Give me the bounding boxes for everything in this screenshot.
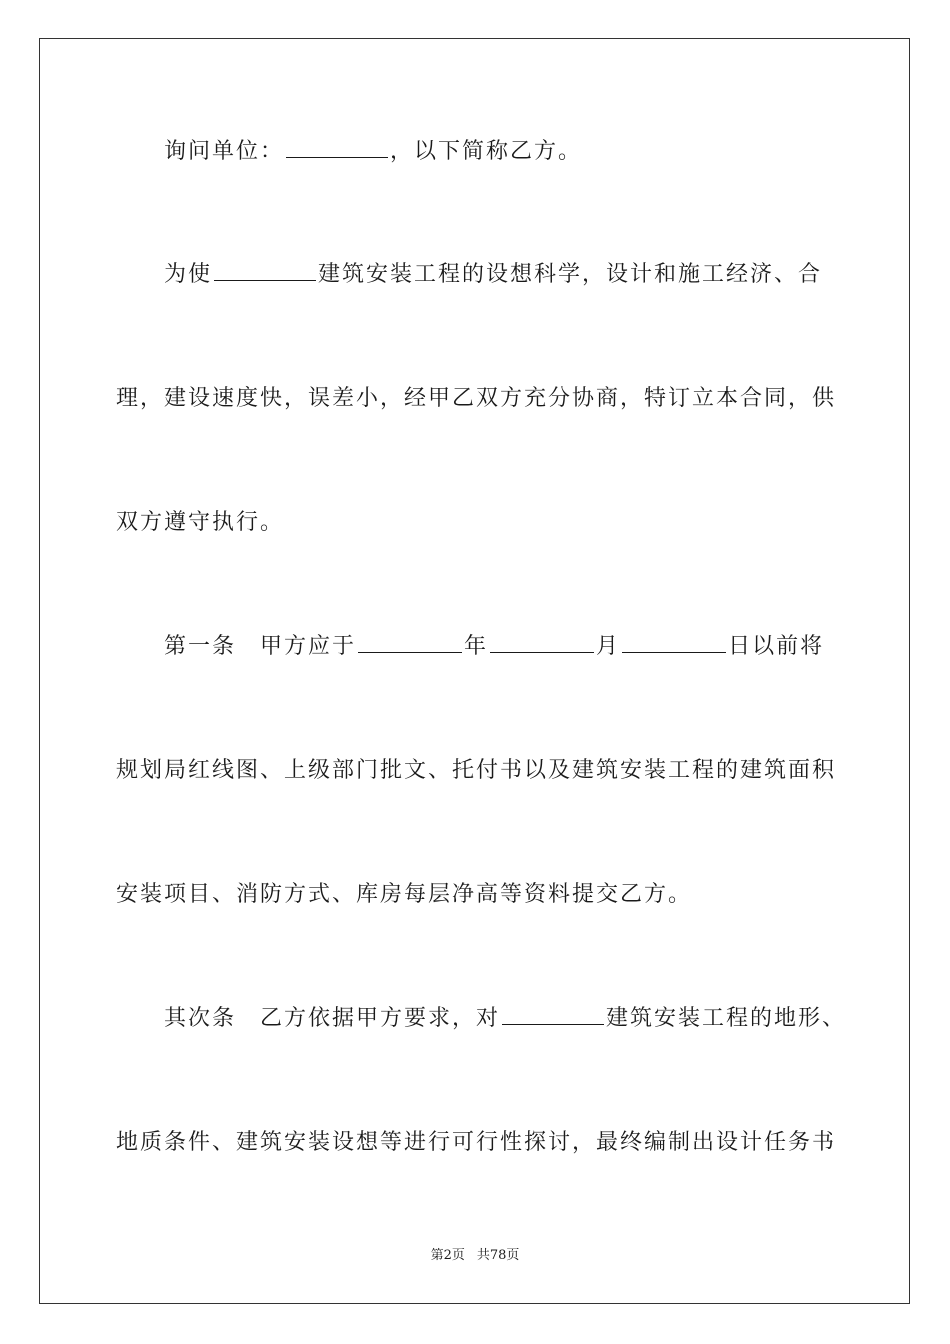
text: 年 [464,634,489,659]
text: 规划局红线图、上级部门批文、托付书以及建筑安装工程的建筑面积 [116,758,837,783]
page-frame [39,38,910,1304]
text: 理，建设速度快，误差小，经甲乙双方充分协商，特订立本合同，供 [116,386,837,411]
line-purpose [164,260,822,290]
text: 为使 [164,262,213,287]
page-footer [0,1247,950,1265]
line-article-1-cont [116,756,836,786]
text: 建筑安装工程的地形、 [606,1006,847,1031]
article-label: 第一条 [164,634,237,659]
page-total: 共78页 [476,1248,520,1263]
text: 安装项目、消防方式、库房每层净高等资料提交乙方。 [116,882,693,907]
line-article-1-end [116,880,692,910]
blank-month[interactable] [490,632,594,653]
line-purpose-cont [116,384,836,414]
blank-field[interactable] [214,260,316,281]
line-article-1 [164,632,824,662]
text: ，以下简称乙方。 [390,139,583,164]
article-label: 其次条 [164,1006,237,1031]
line-article-2-cont [116,1128,836,1158]
blank-day[interactable] [622,632,726,653]
blank-year[interactable] [358,632,462,653]
text: 地质条件、建筑安装设想等进行可行性探讨，最终编制出设计任务书 [116,1130,837,1155]
page-current: 第2页 [430,1248,465,1263]
blank-field[interactable] [286,137,388,158]
text: 甲方应于 [260,634,357,659]
text: 建筑安装工程的设想科学，设计和施工经济、合 [318,262,823,287]
line-purpose-end [116,508,284,538]
text: 日以前将 [728,634,825,659]
text: 询问单位： [164,139,285,164]
line-article-2 [164,1004,846,1034]
blank-field[interactable] [502,1004,604,1025]
text: 乙方依据甲方要求，对 [260,1006,501,1031]
line-inquiry-unit [164,137,582,167]
text: 月 [596,634,621,659]
text: 双方遵守执行。 [116,510,285,535]
